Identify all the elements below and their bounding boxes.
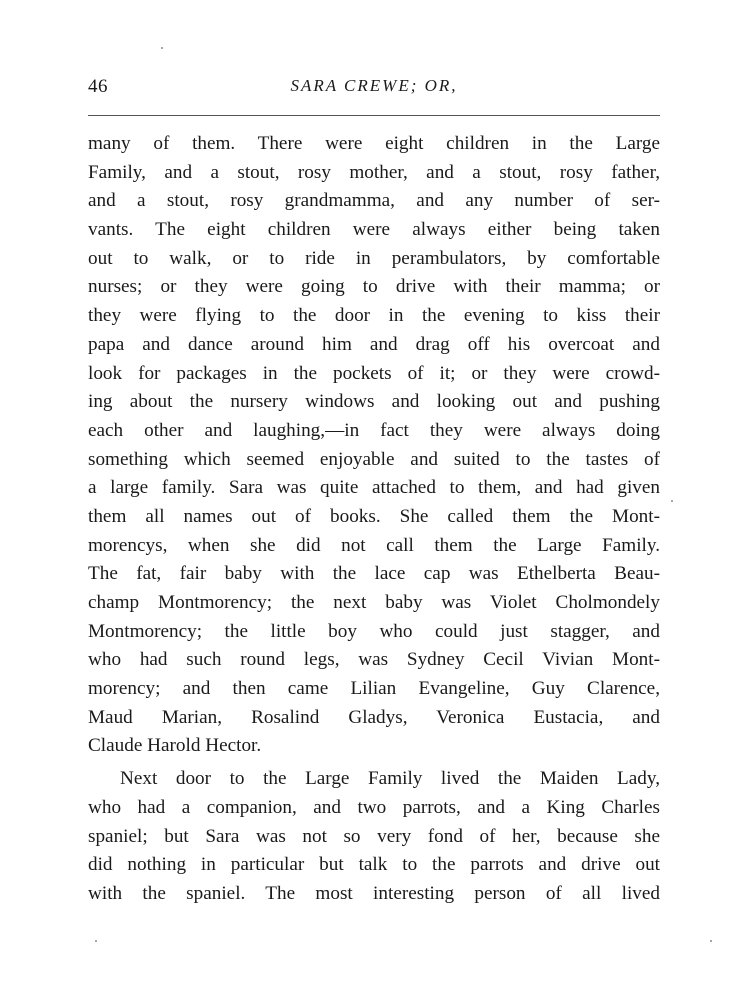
text-line: look for packages in the pockets of it; or they were crowd- — [88, 362, 660, 384]
paper-speck — [95, 940, 97, 942]
text-line: who had a companion, and two parrots, and a King Charles — [88, 796, 660, 818]
text-line: each other and laughing,—in fact they were always doing — [88, 419, 660, 441]
text-line: Montmorency; the little boy who could just stagger, and — [88, 620, 660, 642]
text-line: out to walk, or to ride in perambulators, by comfortable — [88, 247, 660, 269]
paragraph-1 — [88, 130, 660, 761]
page-header — [88, 76, 660, 106]
paper-speck — [671, 500, 673, 502]
text-line: morencys, when she did not call them the Large Family. — [88, 534, 660, 556]
paper-speck — [161, 47, 163, 49]
paper-speck — [710, 940, 712, 942]
text-line: they were flying to the door in the evening to kiss their — [88, 305, 660, 327]
text-line: with the spaniel. The most interesting person of all lived — [88, 882, 660, 904]
page-number: 46 — [88, 76, 108, 97]
text-line: Claude Harold Hector. — [88, 735, 262, 757]
text-line: who had such round legs, was Sydney Cecil Vivian Mont- — [88, 649, 660, 671]
text-line: spaniel; but Sara was not so very fond of her, because she — [88, 825, 660, 847]
text-line: them all names out of books. She called them the Mont- — [88, 505, 660, 527]
text-line: papa and dance around him and drag off his overcoat and — [88, 333, 660, 355]
text-line: Next door to the Large Family lived the Maiden Lady, — [120, 768, 660, 790]
running-title: SARA CREWE; OR, — [290, 76, 458, 95]
text-line: The fat, fair baby with the lace cap was Ethelberta Beau- — [88, 563, 660, 585]
text-line: did nothing in particular but talk to the parrots and drive out — [88, 854, 660, 876]
text-line: nurses; or they were going to drive with their mamma; or — [88, 276, 660, 298]
text-line: something which seemed enjoyable and suited to the tastes of — [88, 448, 660, 470]
text-line: many of them. There were eight children in the Large — [88, 133, 660, 154]
header-rule — [88, 115, 660, 116]
text-line: morency; and then came Lilian Evangeline, Guy Clarence, — [88, 678, 660, 700]
text-line: Maud Marian, Rosalind Gladys, Veronica Eustacia, and — [88, 706, 660, 728]
text-line: Family, and a stout, rosy mother, and a stout, rosy father, — [88, 161, 660, 183]
paragraph-2 — [88, 765, 660, 908]
text-line: a large family. Sara was quite attached to them, and had given — [88, 477, 660, 499]
text-line: ing about the nursery windows and looking out and pushing — [88, 391, 660, 413]
text-line: and a stout, rosy grandmamma, and any number of ser- — [88, 190, 660, 212]
text-line: champ Montmorency; the next baby was Violet Cholmondely — [88, 592, 660, 613]
text-line: vants. The eight children were always either being taken — [88, 219, 660, 241]
body-text — [88, 130, 660, 909]
